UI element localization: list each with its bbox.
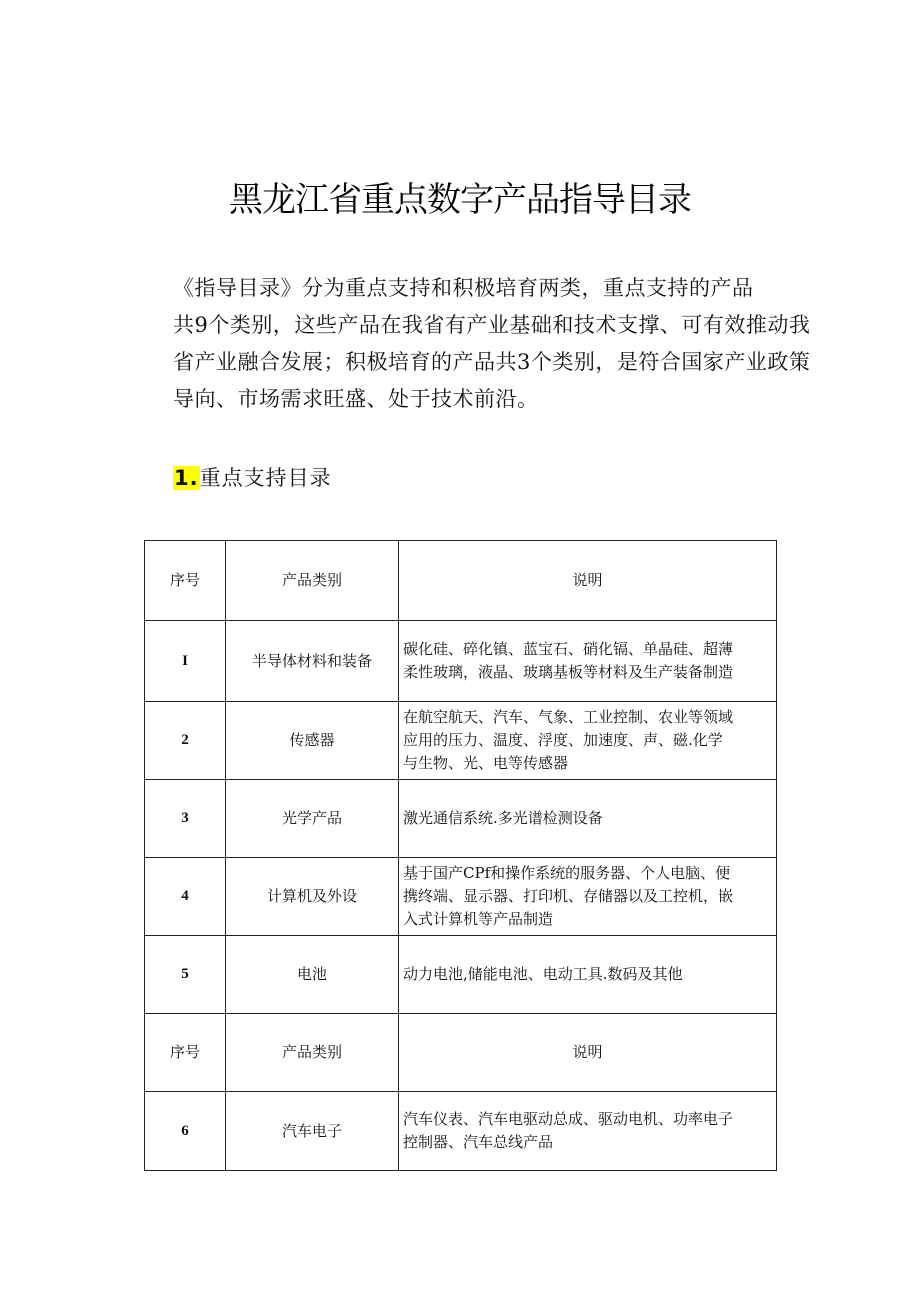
description-line: 激光通信系统.多光谱检测设备	[403, 809, 603, 827]
row-description	[399, 780, 777, 858]
section-title: 重点支持目录	[199, 466, 332, 490]
row-no: I	[145, 621, 226, 702]
intro-line: 《指导目录》分为重点支持和积极培育两类，重点支持的产品	[173, 276, 754, 300]
header-category: 产品类别	[226, 1014, 399, 1092]
header-category: 产品类别	[226, 541, 399, 621]
row-description	[399, 702, 777, 780]
row-description	[399, 1092, 777, 1171]
intro-paragraph	[173, 270, 811, 418]
table-row	[145, 621, 777, 702]
table-row	[145, 702, 777, 780]
row-category: 电池	[226, 936, 399, 1014]
catalog-table	[144, 540, 777, 1171]
section-number: 1.	[174, 466, 199, 490]
table-row	[145, 936, 777, 1014]
row-description	[399, 936, 777, 1014]
table-row	[145, 780, 777, 858]
row-description	[399, 858, 777, 936]
table-row	[145, 1092, 777, 1171]
row-no: 6	[145, 1092, 226, 1171]
header-description: 说明	[399, 541, 777, 621]
intro-line: 导向、市场需求旺盛、处于技术前沿。	[173, 387, 539, 411]
section-heading	[173, 462, 332, 494]
row-no: 3	[145, 780, 226, 858]
row-no: 4	[145, 858, 226, 936]
table-header-row	[145, 1014, 777, 1092]
header-no: 序号	[145, 1014, 226, 1092]
description-line: 携终端、显示器、打印机、存储器以及工控机，嵌	[403, 887, 734, 905]
row-no: 5	[145, 936, 226, 1014]
table-row	[145, 858, 777, 936]
description-line: 基于国产CPf和操作系统的服务器、个人电脑、便	[403, 864, 731, 882]
description-line: 柔性玻璃，液晶、玻璃基板等材料及生产装备制造	[403, 663, 734, 681]
row-category: 计算机及外设	[226, 858, 399, 936]
header-no: 序号	[145, 541, 226, 621]
description-line: 汽车仪表、汽车电驱动总成、驱动电机、功率电子	[403, 1110, 734, 1128]
description-line: 在航空航天、汽车、气象、工业控制、农业等领域	[403, 708, 734, 726]
row-category: 汽车电子	[226, 1092, 399, 1171]
description-line: 碳化硅、碎化镇、蓝宝石、硝化镉、单晶硅、超薄	[403, 640, 734, 658]
row-category: 半导体材料和装备	[226, 621, 399, 702]
header-description: 说明	[399, 1014, 777, 1092]
description-line: 入式计算机等产品制造	[403, 910, 554, 928]
intro-line: 共9个类别，这些产品在我省有产业基础和技术支撑、可有效推动我	[173, 313, 811, 337]
row-category: 光学产品	[226, 780, 399, 858]
page-title: 黑龙江省重点数字产品指导目录	[229, 180, 691, 220]
description-line: 控制器、汽车总线产品	[403, 1133, 554, 1151]
row-description	[399, 621, 777, 702]
description-line: 应用的压力、温度、浮度、加速度、声、磁.化学	[403, 731, 723, 749]
description-line: 动力电池,储能电池、电动工具.数码及其他	[403, 965, 683, 983]
row-category: 传感器	[226, 702, 399, 780]
description-line: 与生物、光、电等传感器	[403, 754, 569, 772]
table-header-row	[145, 541, 777, 621]
row-no: 2	[145, 702, 226, 780]
intro-line: 省产业融合发展；积极培育的产品共3个类别，是符合国家产业政策	[173, 350, 811, 374]
